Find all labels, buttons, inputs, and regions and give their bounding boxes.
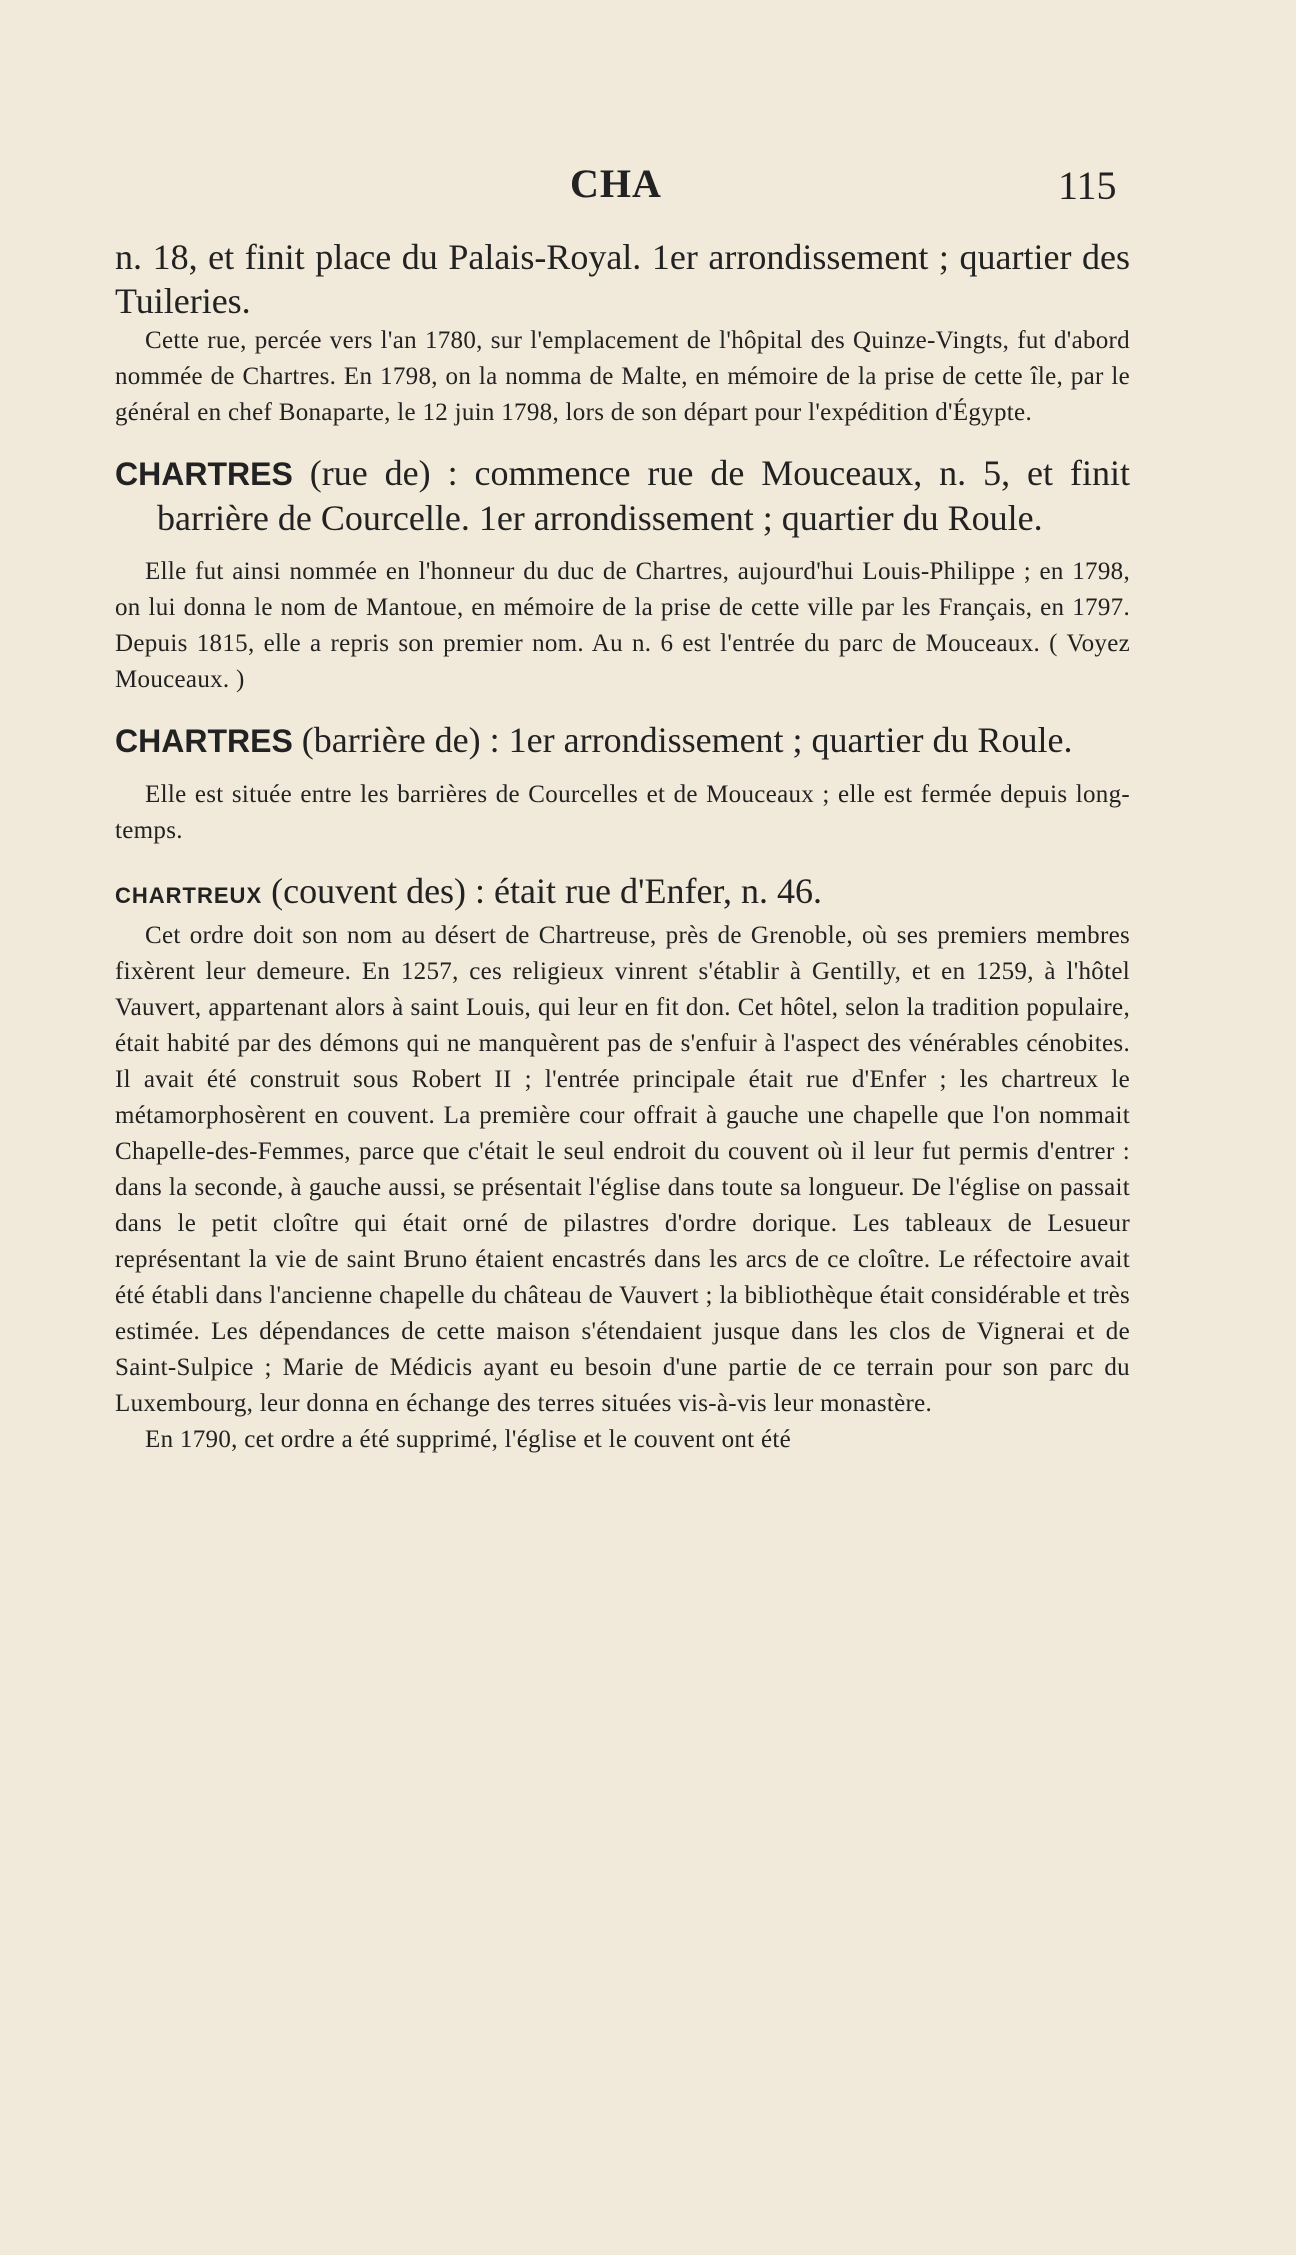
entry-head-chartres-barriere [115,718,1130,763]
entry-body-chartres-barriere: Elle est située entre les barrières de Courcelles et de Mouceaux ; elle est fermée depuis long-temps. [115,781,1130,844]
entry-body-chartreux: Cet ordre doit son nom au désert de Chartreuse, près de Grenoble, où ses premiers membres fixèrent leur demeure. En 1257, ces religieux vinrent s'établir à Gentilly, et en 1259, à l'hôtel Vauvert, appartenant alors à saint Louis, qui leur en fit don. Cet hôtel, selon la tradition populaire, était habité par des démons qui ne manquèrent pas de s'enfuir à l'aspect des vénérables cénobites. Il avait été construit sous Robert II ; l'entrée principale était rue d'Enfer ; les chartreux le métamorphosèrent en couvent. La première cour offrait à gauche une chapelle que l'on nommait Chapelle-des-Femmes, parce que c'était le seul endroit du couvent où il leur fut permis d'entrer : dans la seconde, à gauche aussi, se présentait l'église dans toute sa longueur. De l'église on passait dans le petit cloître qui était orné de pilastres d'ordre dorique. Les tableaux de Lesueur représentant la vie de saint Bruno étaient encastrés dans les arcs de ce cloître. Le réfectoire avait été établi dans l'ancienne chapelle du château de Vauvert ; la bibliothèque était considérable et très estimée. Les dépendances de cette maison s'étendaient jusque dans les clos de Vignerai et de Saint-Sulpice ; Marie de Médicis ayant eu besoin d'une partie de ce terrain pour son parc du Luxembourg, leur donna en échange des terres situées vis-à-vis leur monastère. [115,922,1130,1417]
continuation-head [115,235,1130,323]
running-head [0,160,1296,210]
entry-head-text: (barrière de) : 1er arrondissement ; quartier du Roule. [292,720,1073,760]
entry-body-chartreux-continued: En 1790, cet ordre a été supprimé, l'église et le couvent ont été [145,1426,792,1453]
text-column [115,235,1130,1458]
entry-keyword: CHARTRES [115,456,293,492]
entry-keyword: CHARTRES [115,723,293,759]
entry-head-text: (rue de) : commence rue de Mouceaux, n. 5, et finit barrière de Courcelle. 1er arrondissement ; quartier du Roule. [157,453,1130,538]
entry-head-chartres-rue [115,451,1130,540]
continuation-head-text: n. 18, et finit place du Palais-Royal. 1er arrondissement ; quartier des Tuileries. [115,237,1130,321]
entry-body-chartres-rue: Elle fut ainsi nommée en l'honneur du duc de Chartres, aujourd'hui Louis-Philippe ; en 1798, on lui donna le nom de Mantoue, en mémoire de la prise de cette ville par les Français, en 1797. Depuis 1815, elle a repris son premier nom. Au n. 6 est l'entrée du parc de Mouceaux. ( Voyez Mouceaux. ) [115,558,1130,693]
page-number: 115 [1058,163,1117,208]
continuation-body: Cette rue, percée vers l'an 1780, sur l'emplacement de l'hôpital des Quinze-Vingts, fut d'abord nommée de Chartres. En 1798, on la nomma de Malte, en mémoire de la prise de cette île, par le général en chef Bonaparte, le 12 juin 1798, lors de son départ pour l'expédition d'Égypte. [115,327,1130,426]
entry-head-chartreux [115,869,1130,918]
running-head-word: CHA [570,161,662,206]
entry-keyword: CHARTREUX [115,883,263,908]
entry-head-text: (couvent des) : était rue d'Enfer, n. 46. [262,871,822,911]
